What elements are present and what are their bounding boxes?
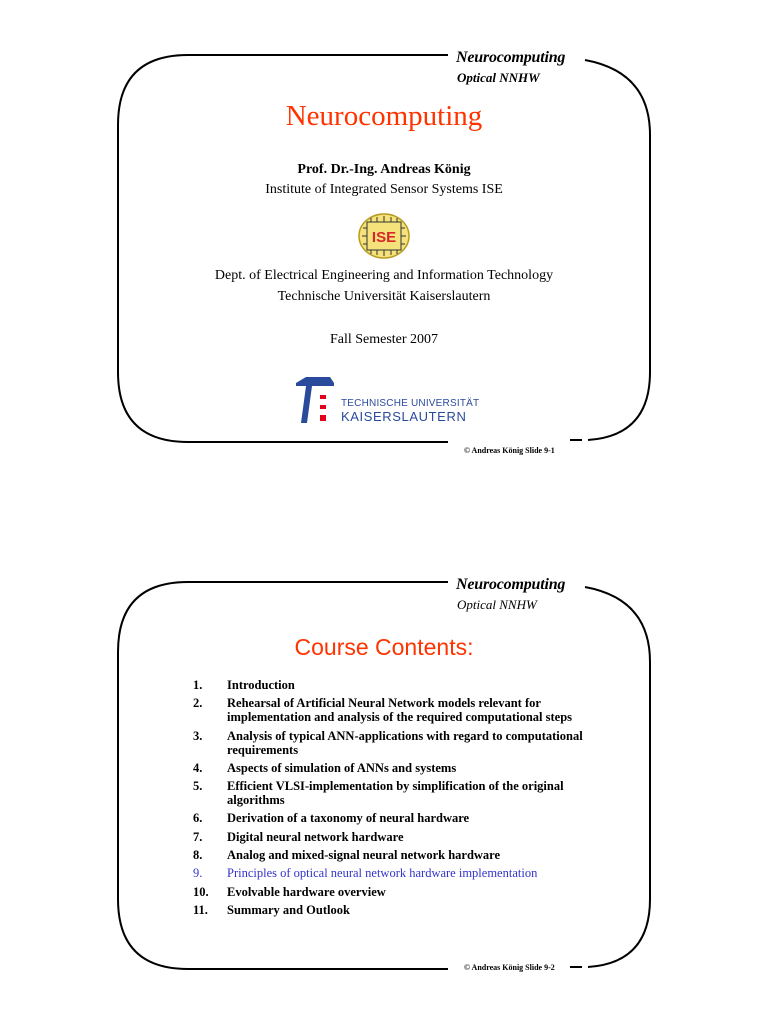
item-text: Principles of optical neural network hardware implementation (227, 866, 538, 881)
list-item (193, 830, 603, 844)
slide-footer: © Andreas König Slide 9-2 (464, 963, 555, 972)
list-item (193, 729, 603, 757)
item-number: 8. (193, 848, 203, 863)
department-name: Dept. of Electrical Engineering and Information Technology (214, 268, 554, 283)
header-subtitle: Optical NNHW (457, 70, 540, 85)
list-item (193, 696, 603, 724)
header-subtitle: Optical NNHW (457, 597, 537, 612)
tu-logo-line2: KAISERSLAUTERN (341, 409, 467, 424)
item-number: 7. (193, 829, 203, 844)
item-number: 6. (193, 811, 203, 826)
item-text: Analysis of typical ANN-applications with regard to computational requirements (227, 728, 583, 757)
author-name: Prof. Dr.-Ing. Andreas König (297, 162, 471, 177)
course-contents-list (193, 678, 603, 921)
slide-2 (0, 527, 768, 1007)
slide-1 (0, 0, 768, 480)
item-text: Derivation of a taxonomy of neural hardware (227, 811, 470, 826)
institute-name: Institute of Integrated Sensor Systems ISE (265, 182, 503, 197)
item-number: 9. (193, 866, 203, 881)
header-title: Neurocomputing (456, 49, 566, 66)
slide-footer: © Andreas König Slide 9-1 (464, 446, 555, 455)
slide-title: Course Contents: (294, 634, 474, 660)
list-item (193, 761, 603, 775)
list-item (193, 885, 603, 899)
item-text: Evolvable hardware overview (227, 884, 386, 899)
list-item (193, 848, 603, 862)
item-number: 3. (193, 728, 203, 743)
item-text: Rehearsal of Artificial Neural Network models relevant for implementation and analysis of the required computational steps (227, 696, 573, 725)
item-number: 4. (193, 760, 203, 775)
item-number: 1. (193, 678, 203, 692)
item-text: Analog and mixed-signal neural network hardware (227, 848, 501, 863)
item-text: Introduction (227, 678, 295, 692)
ise-logo-text: ISE (371, 229, 397, 246)
item-text: Efficient VLSI-implementation by simplification of the original algorithms (227, 779, 564, 808)
list-item-highlighted (193, 866, 603, 880)
ise-logo (357, 212, 411, 260)
header-title: Neurocomputing (456, 576, 566, 593)
list-item (193, 903, 603, 917)
item-number: 2. (193, 696, 203, 711)
item-text: Summary and Outlook (227, 902, 350, 917)
slide-title: Neurocomputing (285, 100, 483, 132)
item-number: 11. (193, 902, 208, 917)
item-number: 10. (193, 884, 209, 899)
list-item (193, 811, 603, 825)
list-item (193, 779, 603, 807)
item-text: Aspects of simulation of ANNs and systems (227, 760, 457, 775)
university-name: Technische Universität Kaiserslautern (277, 289, 491, 304)
list-item (193, 678, 603, 692)
tu-logo-line1: TECHNISCHE UNIVERSITÄT (341, 398, 480, 409)
item-text: Digital neural network hardware (227, 829, 404, 844)
item-number: 5. (193, 779, 203, 794)
semester: Fall Semester 2007 (329, 332, 439, 347)
